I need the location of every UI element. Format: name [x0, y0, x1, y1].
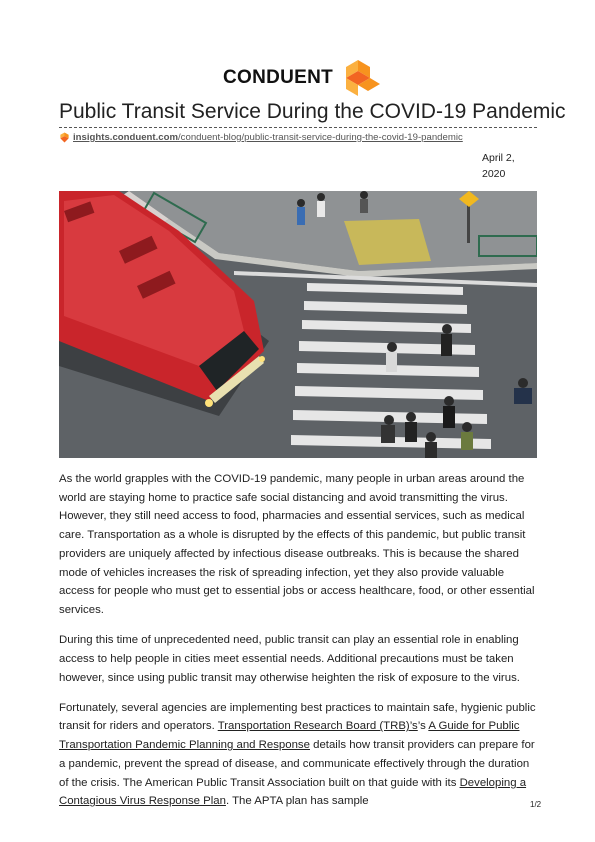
paragraph-3-part-b: ’s	[417, 720, 429, 733]
date-line-2: 2020	[482, 168, 506, 180]
source-link[interactable]	[73, 132, 463, 143]
paragraph-3-part-c: details how transit providers can prepare for a pandemic, prevent the spread of disease, and communicate effectively through the duration of the crisis. The American Public Transit Association built on that guide with its	[59, 739, 535, 789]
date-line-1: April 2,	[482, 152, 515, 164]
source-url[interactable]	[59, 132, 463, 143]
trb-link[interactable]: Transportation Research Board (TRB)’s	[217, 720, 418, 733]
source-path: /conduent-blog/public-transit-service-during-the-covid-19-pandemic	[178, 132, 463, 143]
paragraph-2: During this time of unprecedented need, public transit can play an essential role in enabling access to help people in cities meet essential needs. Additional precautions must be taken however, since using public transit may otherwise heighten the risk of exposure to the virus.	[59, 634, 520, 684]
page-title: Public Transit Service During the COVID-19 Pandemic	[59, 100, 566, 123]
virus-response-plan-link[interactable]: Developing a Contagious Virus Response Plan	[59, 776, 527, 808]
publish-date	[482, 150, 542, 182]
bus-crosswalk-photo	[59, 191, 537, 458]
paragraph-3	[59, 699, 542, 811]
page-number: 1/2	[530, 800, 542, 809]
logo-text: CONDUENT	[223, 67, 334, 88]
conduent-logo	[223, 58, 380, 98]
paragraph-3-part-d: . The APTA plan has sample	[225, 795, 369, 808]
photo-illustration	[59, 191, 537, 458]
conduent-logo-icon	[340, 58, 380, 98]
paragraph-1: As the world grapples with the COVID-19 pandemic, many people in urban areas around the world are staying home to practice safe social distancing and avoid transmitting the virus. However, they still need access to food, pharmacies and essential services, such as medical care. Transportation as a whole is disrupted by the effects of this pandemic, but public transit providers are uniquely affected by infectious disease outbreaks. This is because the shared mode of vehicles increases the risk of spreading infection, yet they also provide valuable access for people who must get to essential jobs or access healthcare, food, or other essential services.	[59, 473, 535, 616]
article-body	[59, 470, 542, 822]
pandemic-guide-link[interactable]: A Guide for Public Transportation Pandemic Planning and Response	[59, 720, 520, 752]
site-favicon-icon	[59, 132, 70, 143]
source-domain: insights.conduent.com	[73, 132, 179, 143]
paragraph-3-part-a: Fortunately, several agencies are implementing best practices to maintain safe, hygienic public transit for riders and operators.	[59, 701, 536, 733]
title-divider	[59, 127, 537, 128]
